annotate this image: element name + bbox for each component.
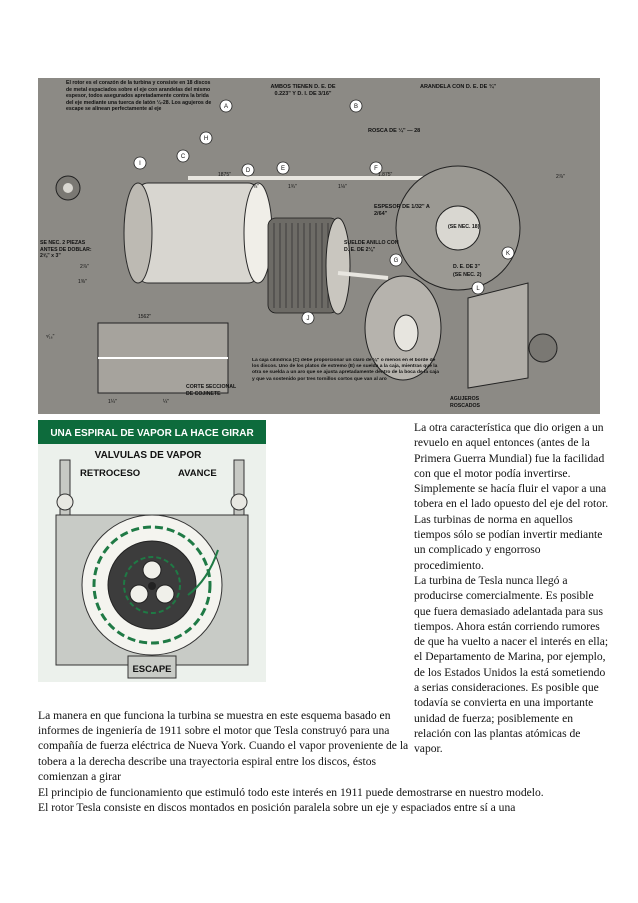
body-text: [38, 785, 613, 815]
need2-pieces-label: SE NEC. 2 PIEZAS ANTES DE DOBLAR: 2⅝" x 3": [40, 240, 92, 260]
section-label: CORTE SECCIONAL DE COJINETE: [186, 384, 237, 397]
exhaust-label: ESCAPE: [132, 664, 172, 675]
valves-label: VALVULAS DE VAPOR: [94, 450, 202, 461]
part-letter-g: G: [393, 258, 399, 264]
need2-label: (SE NEC. 2): [453, 272, 482, 278]
holes-label: AGUJEROS ROSCADOS: [450, 396, 480, 409]
part-letter-a: A: [223, 104, 229, 110]
part-letter-l: L: [476, 286, 480, 292]
dim-11: 2⅞": [80, 264, 89, 270]
right-column-text: [414, 420, 610, 757]
dim-0: 1875": [218, 172, 231, 178]
right-paragraph-1: La otra característica que dio origen a un revuelo en aquel entonces (antes de la Primera Guerra Mundial) fue la facilidad con que el motor podía invertirse. Simplemente se hacía fluir el vapor a una tobera en el lado opuesto del eje del rotor. Las turbinas de norma en aquellos tiempos sólo se podían invertir mediante un complicado y engorroso procedimiento.: [414, 421, 609, 572]
part-letter-i: I: [139, 161, 141, 167]
part-letter-b: B: [353, 104, 359, 110]
right-paragraph-2: La turbina de Tesla nunca llegó a producirse comercialmente. Es posible que fuera demasiado adelantada para sus tiempos. Ahora están corriendo rumores de que ha vuelto a nacer el interés en ella; el Departamento de Marina, por ejemplo, de los Estados Unidos la está sometiendo a serias consideraciones. Es posible que todavía se convierta en una importante unidad de fuerza; posiblemente en relación con las plantas atómicas de vapor.: [414, 573, 609, 756]
dim-8: ⁵⁄₁₆": [46, 334, 55, 340]
exploded-view-figure: [38, 78, 600, 414]
dim-5: 1.875": [378, 172, 393, 178]
part-letter-e: E: [280, 166, 286, 172]
thread-label: ROSCA DE ¼" — 28: [368, 128, 421, 134]
part-letter-h: H: [203, 136, 209, 142]
need18-label: (SE NEC. 18): [448, 224, 480, 230]
part-letter-c: C: [180, 154, 186, 160]
both-od-label: AMBOS TIENEN D. E. DE 0.223" Y D. I. DE 3/16": [270, 84, 336, 97]
dim-3: 1⅛": [338, 184, 347, 190]
dim-4: 2⅞": [556, 174, 565, 180]
body-line-2: El rotor Tesla consiste en discos montados en posición paralela sobre un eje y espaciados entre sí a una: [38, 801, 516, 815]
steam-spiral-figure: [38, 420, 266, 682]
solder-label: SUELDE ANILLO CON D. E. DE 2⅛": [344, 240, 399, 253]
dim-9: 1¼": [108, 399, 117, 405]
reverse-label: RETROCESO: [80, 468, 141, 479]
forward-label: AVANCE: [178, 468, 217, 479]
dim-10: ¼": [163, 399, 169, 405]
dim-1: ⅝": [253, 184, 259, 190]
housing-note: La caja cilíndrica (C) debe proporcionar un claro de ⅛" o menos en el borde de los discos. Uno de los platos de extremo (E) se suelda a la caja, mientras que la otra se suelda a un aro que se ajusta apretadamente dentro de la boca de la caja y que va sostenido por tres tornillos cortos que van al aro: [252, 358, 439, 382]
part-letter-j: J: [306, 316, 310, 322]
part-letter-k: K: [505, 251, 511, 257]
od3-label: D. E. DE 3": [453, 264, 480, 270]
dim-6: 1562": [138, 314, 151, 320]
body-line-1: El principio de funcionamiento que estimuló todo este interés en 1911 puede demostrarse en nuestro modelo.: [38, 786, 544, 799]
figure-caption: La manera en que funciona la turbina se muestra en este esquema basado en informes de ingeniería de 1911 sobre el motor que Tesla construyó para una compañía de fuerza eléctrica de Nueva York. Cuando el vapor proveniente de la tobera a la derecha describe una trayectoria espiral entre los discos, éstos comienzan a girar: [38, 709, 409, 783]
thickness-label: ESPESOR DE 1/32" A 2/64": [374, 204, 430, 217]
spiral-banner: UNA ESPIRAL DE VAPOR LA HACE GIRAR: [50, 428, 254, 439]
part-letter-f: F: [374, 166, 378, 172]
washer-label: ARANDELA CON D. E. DE ¾": [419, 84, 497, 90]
rotor-note: El rotor es el corazón de la turbina y consiste en 18 discos de metal espaciados sobre el eje con arandelas del mismo espesor, todos asegurados apretadamente contra la brida del eje mediante una tuerca de latón ¼-28. Los agujeros de escape se alinean perfectamente al eje: [66, 80, 212, 112]
dim-2: 1¾": [288, 184, 297, 190]
part-letter-d: D: [245, 168, 251, 174]
dim-7: 1⅜": [78, 279, 87, 285]
